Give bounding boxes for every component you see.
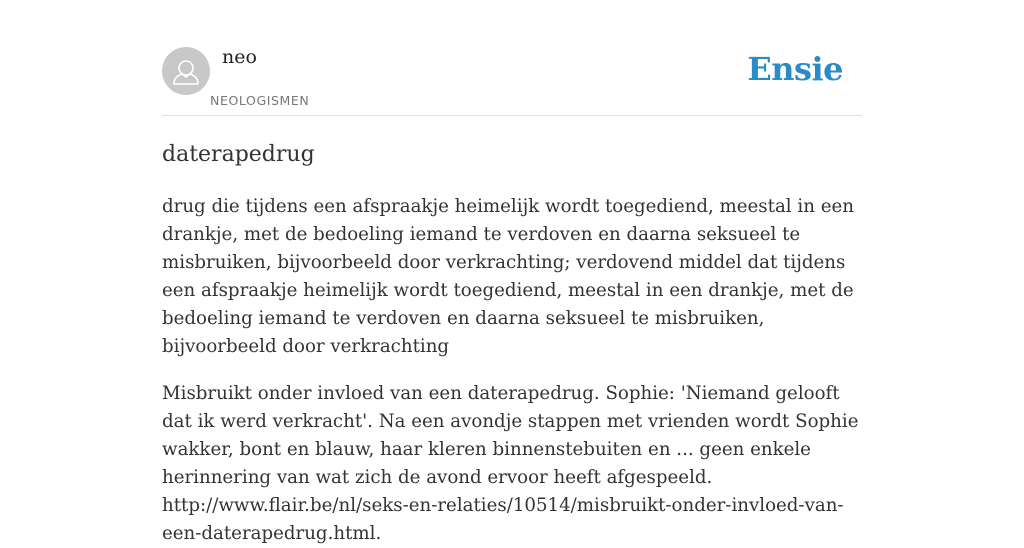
category-label[interactable]: NEOLOGISMEN (210, 93, 310, 108)
example-text: Misbruikt onder invloed van een daterapedrug. Sophie: 'Niemand gelooft dat ik werd verkracht'. Na een avondje stappen met vrienden wordt Sophie wakker, bont en blauw, haar kleren binnenstebuiten en ... geen enkele herinnering van wat zich de avond ervoor heeft afgespeeld. http://www.flair.be/nl/seks-en-relaties/10514/misbruikt-onder-invloed-van-een-daterapedrug.html. (162, 383, 859, 544)
term-title: daterapedrug (162, 142, 315, 167)
user-silhouette-icon (162, 47, 210, 95)
avatar[interactable] (162, 47, 210, 95)
author-name[interactable]: neo (222, 46, 257, 68)
ensie-logo[interactable]: Ensie (747, 50, 843, 88)
definition-text: drug die tijdens een afspraakje heimelijk wordt toegediend, meestal in een drankje, met de bedoeling iemand te verdoven en daarna seksueel te misbruiken, bijvoorbeeld door verkrachting; verdovend middel dat tijdens een afspraakje heimelijk wordt toegediend, meestal in een drankje, met de bedoeling iemand te verdoven en daarna seksueel te misbruiken, bijvoorbeeld door verkrachting (162, 196, 854, 357)
card-header (162, 0, 862, 116)
definition-card (162, 0, 862, 548)
